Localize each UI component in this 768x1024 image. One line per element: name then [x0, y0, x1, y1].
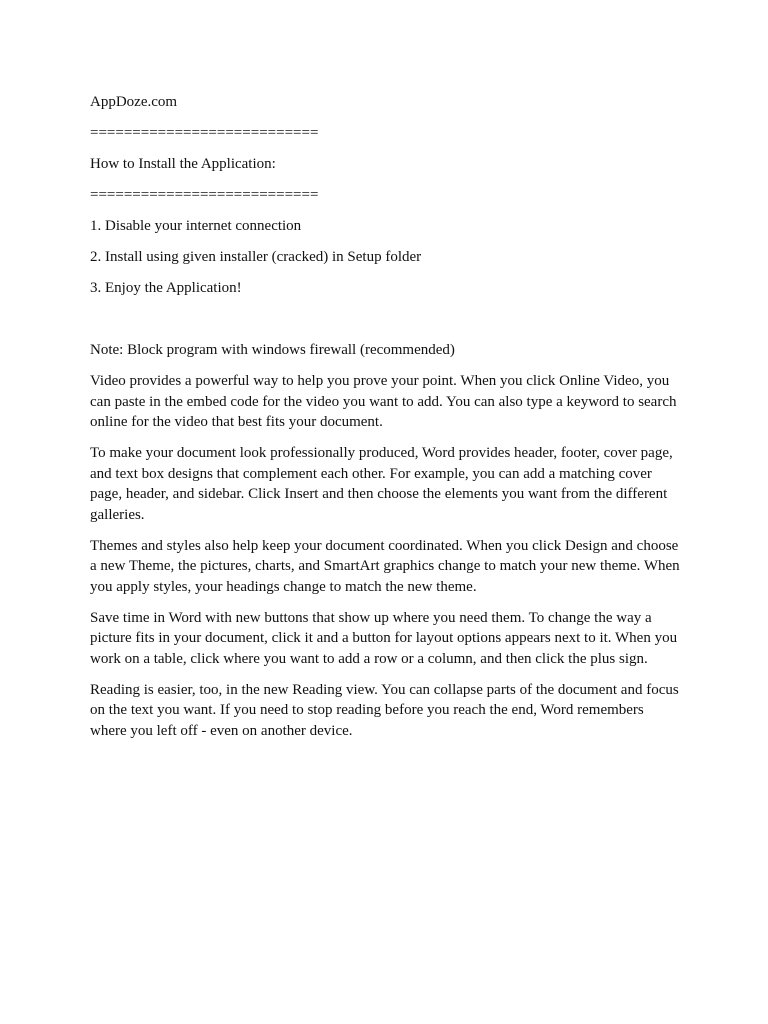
body-paragraph: Video provides a powerful way to help you prove your point. When you click Online Video, you can paste in the embed code for the video you want to add. You can also type a keyword to search online for the video that best fits your document.: [90, 373, 677, 430]
site-name: AppDoze.com: [90, 94, 178, 110]
install-step: 2. Install using given installer (cracked) in Setup folder: [90, 249, 422, 265]
separator-bottom: ===========================: [90, 187, 319, 203]
body-paragraph: Save time in Word with new buttons that show up where you need them. To change the way a picture fits in your document, click it and a button for layout options appears next to it. When you work on a table, click where you want to add a row or a column, and then click the plus sign.: [90, 609, 678, 667]
body-paragraph: To make your document look professionally produced, Word provides header, footer, cover page, and text box designs that complement each other. For example, you can add a matching cover page, header, and sidebar. Click Insert and then choose the elements you want from the different galleries.: [90, 445, 673, 523]
body-paragraph: Themes and styles also help keep your document coordinated. When you click Design and choose a new Theme, the pictures, charts, and SmartArt graphics change to match your new theme. When you apply styles, your headings change to match the new theme.: [90, 537, 680, 595]
install-heading: How to Install the Application:: [90, 156, 276, 172]
blank-line: [90, 309, 708, 340]
install-step: 3. Enjoy the Application!: [90, 280, 242, 296]
separator-top: ===========================: [90, 125, 319, 141]
firewall-note: Note: Block program with windows firewall (recommended): [90, 342, 455, 358]
install-step: 1. Disable your internet connection: [90, 218, 302, 234]
body-paragraph: Reading is easier, too, in the new Reading view. You can collapse parts of the document and focus on the text you want. If you need to stop reading before you reach the end, Word remembers where you left off - even on another device.: [90, 681, 679, 739]
